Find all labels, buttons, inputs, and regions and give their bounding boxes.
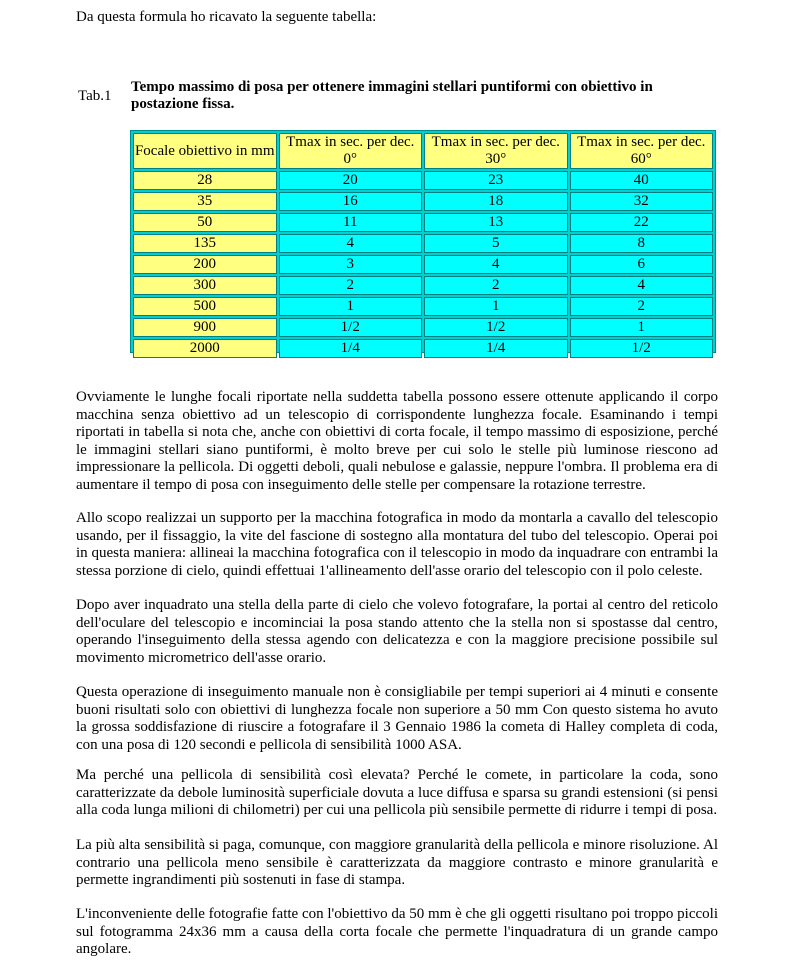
table-cell: 11 (279, 213, 423, 232)
header-focal-length: Focale obiettivo in mm (133, 133, 277, 169)
table-body (133, 171, 713, 358)
table-cell: 1/2 (570, 339, 714, 358)
table-cell: 1 (570, 318, 714, 337)
table-row (133, 192, 713, 211)
table-cell: 8 (570, 234, 714, 253)
table-cell: 900 (133, 318, 277, 337)
table-cell: 2 (570, 297, 714, 316)
table-cell: 16 (279, 192, 423, 211)
table-cell: 35 (133, 192, 277, 211)
table-cell: 32 (570, 192, 714, 211)
table-cell: 28 (133, 171, 277, 190)
header-tmax-dec-30: Tmax in sec. per dec. 30° (424, 133, 568, 169)
table-cell: 500 (133, 297, 277, 316)
table-cell: 135 (133, 234, 277, 253)
table-cell: 6 (570, 255, 714, 274)
header-tmax-dec-0: Tmax in sec. per dec. 0° (279, 133, 423, 169)
table-row (133, 234, 713, 253)
intro-text: Da questa formula ho ricavato la seguente tabella: (76, 9, 377, 25)
exposure-table (130, 130, 716, 356)
table-cell: 4 (279, 234, 423, 253)
table-cell: 40 (570, 171, 714, 190)
table-cell: 22 (570, 213, 714, 232)
table-cell: 2 (424, 276, 568, 295)
header-tmax-dec-60: Tmax in sec. per dec. 60° (570, 133, 714, 169)
table-cell: 4 (570, 276, 714, 295)
paragraph-film-sensitivity: Ma perché una pellicola di sensibilità così elevata? Perché le comete, in particolare la coda, sono caratterizzate da debole luminosità superficiale dovuta a luce diffusa e sparsa su grandi estensioni (si pensi alla coda lunga milioni di chilometri) per cui una pellicola più sensibile permette di ridurre i tempi di posa. (76, 767, 718, 819)
table-cell: 23 (424, 171, 568, 190)
paragraph-star-tracking: Dopo aver inquadrato una stella della parte di cielo che volevo fotografare, la portai al centro del reticolo dell'oculare del telescopio e incominciai la posa stando attento che la stella non si spostasse dal centro, operando l'inseguimento della stessa agendo con delicatezza e con la maggiore precisione possibile sul movimento micrometrico dell'asse orario. (76, 597, 718, 666)
paragraph-manual-tracking: Questa operazione di inseguimento manuale non è consigliabile per tempi superiori ai 4 minuti e consente buoni risultati solo con obiettivi di lunghezza focale non superiore a 50 mm Con questo sistema ho avuto la grossa soddisfazione di riuscire a fotografare il 3 Gennaio 1986 la cometa di Halley completa di coda, con una posa di 120 secondi e pellicola di sensibilità 1000 ASA. (76, 684, 718, 753)
table-cell: 200 (133, 255, 277, 274)
table-cell: 1/4 (424, 339, 568, 358)
table-cell: 2 (279, 276, 423, 295)
table-cell: 1/4 (279, 339, 423, 358)
table-row (133, 297, 713, 316)
paragraph-long-focal: Ovviamente le lunghe focali riportate nella suddetta tabella possono essere ottenute applicando il corpo macchina senza obiettivo ad un telescopio di corrispondente lunghezza focale. Esaminando i tempi riportati in tabella si nota che, anche con obiettivi di corta focale, il tempo massimo di esposizione, perché le immagini stellari siano puntiformi, è molto breve per cui solo le stelle più luminose riescono ad impressionare la pellicola. Di oggetti deboli, quali nebulose e galassie, neppure l'ombra. Il problema era di aumentare il tempo di posa con inseguimento delle stelle per compensare la rotazione terrestre. (76, 389, 718, 493)
table-row (133, 318, 713, 337)
table-cell: 1 (279, 297, 423, 316)
table-caption: Tempo massimo di posa per ottenere immagini stellari puntiformi con obiettivo in postazione fissa. (131, 79, 653, 112)
table-cell: 4 (424, 255, 568, 274)
table-cell: 1/2 (279, 318, 423, 337)
exposure-table-grid (131, 131, 715, 360)
paragraph-granularity: La più alta sensibilità si paga, comunque, con maggiore granularità della pellicola e minore risoluzione. Al contrario una pellicola meno sensibile è caratterizzata da maggiore contrasto e minore granularità e permette ingrandimenti più sostenuti in fase di stampa. (76, 837, 718, 889)
table-cell: 2000 (133, 339, 277, 358)
table-header-row (133, 133, 713, 169)
table-label: Tab.1 (78, 88, 112, 104)
table-cell: 50 (133, 213, 277, 232)
table-cell: 3 (279, 255, 423, 274)
table-cell: 18 (424, 192, 568, 211)
table-cell: 13 (424, 213, 568, 232)
table-cell: 5 (424, 234, 568, 253)
table-row (133, 339, 713, 358)
table-cell: 1 (424, 297, 568, 316)
table-row (133, 255, 713, 274)
table-cell: 1/2 (424, 318, 568, 337)
paragraph-small-objects: L'inconveniente delle fotografie fatte con l'obiettivo da 50 mm è che gli oggetti risultano poi troppo piccoli sul fotogramma 24x36 mm a causa della corta focale che permette l'inquadratura di un grande campo angolare. (76, 906, 718, 958)
paragraph-camera-support: Allo scopo realizzai un supporto per la macchina fotografica in modo da montarla a cavallo del telescopio usando, per il fissaggio, la vite del fascione di sostegno alla montatura del tubo del telescopio. Operai poi in questa maniera: allineai la macchina fotografica con il telescopio in modo da inquadrare con entrambi la stessa porzione di cielo, quindi effettuai 1'allineamento dell'asse orario del telescopio con il polo celeste. (76, 510, 718, 579)
table-cell: 20 (279, 171, 423, 190)
table-row (133, 171, 713, 190)
table-cell: 300 (133, 276, 277, 295)
table-row (133, 213, 713, 232)
table-row (133, 276, 713, 295)
